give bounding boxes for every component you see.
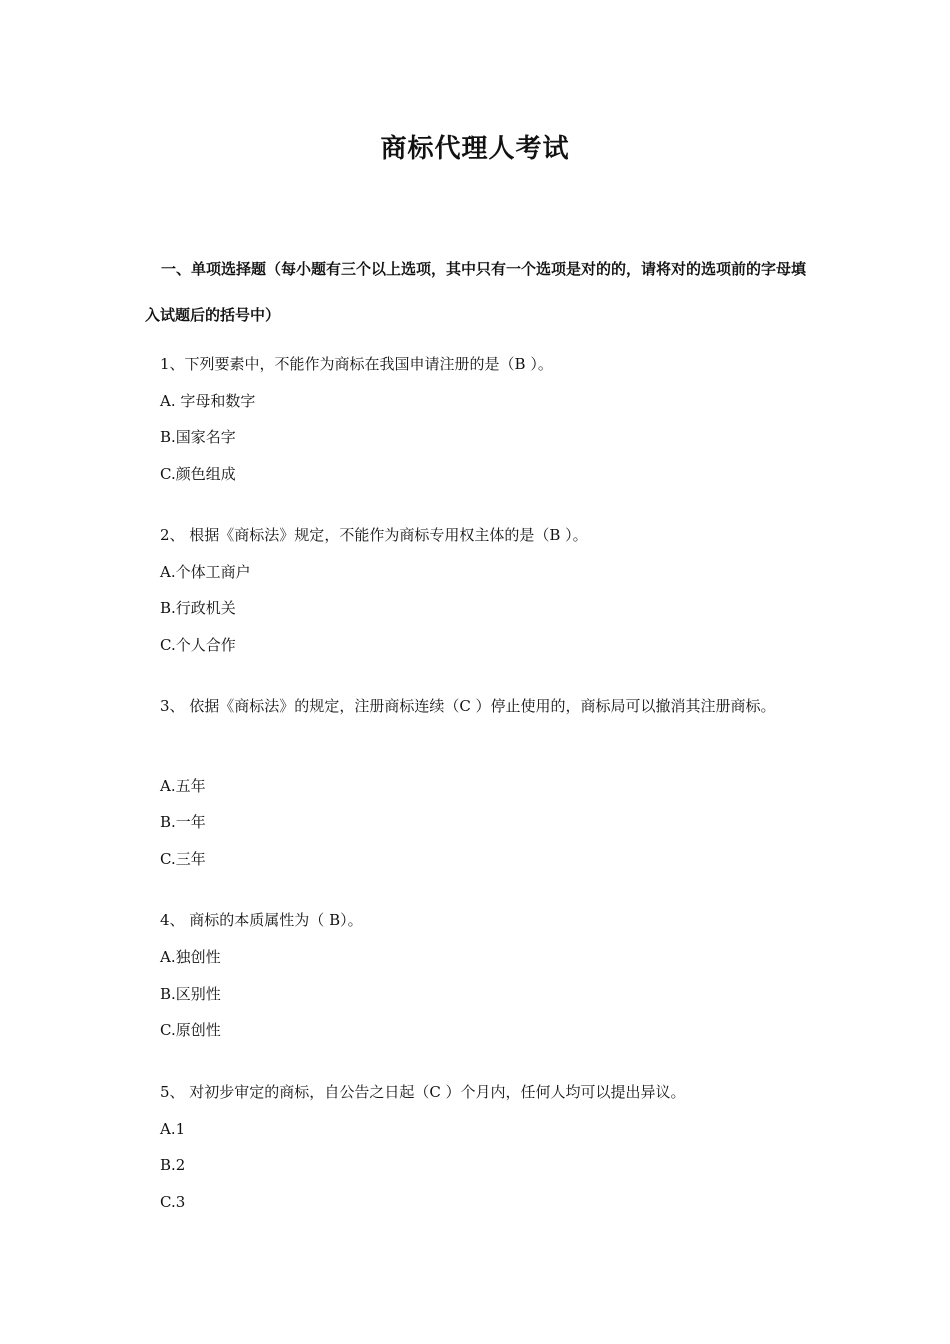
document-title: 商标代理人考试 xyxy=(380,134,570,164)
question-2-option-a: A.个体工商户 xyxy=(160,563,251,581)
question-1-text: 1、下列要素中，不能作为商标在我国申请注册的是（B ）。 xyxy=(160,355,553,373)
section-heading: 一、单项选择题（每小题有三个以上选项，其中只有一个选项是对的的，请将对的选项前的字母填入试题后的括号中） xyxy=(145,260,807,324)
question-5-option-c: C.3 xyxy=(160,1193,186,1211)
question-1-option-a: A. 字母和数字 xyxy=(160,392,256,410)
question-2-text: 2、 根据《商标法》规定，不能作为商标专用权主体的是（B ）。 xyxy=(160,526,588,544)
question-3-option-c: C.三年 xyxy=(160,850,206,868)
question-3-option-b: B.一年 xyxy=(160,813,206,831)
question-4-option-a: A.独创性 xyxy=(160,948,221,966)
question-1-option-c: C.颜色组成 xyxy=(160,465,236,483)
question-3-option-a: A.五年 xyxy=(160,777,206,795)
question-2-option-c: C.个人合作 xyxy=(160,636,236,654)
question-4-text: 4、 商标的本质属性为（ B）。 xyxy=(160,911,363,929)
question-1-option-b: B.国家名字 xyxy=(160,428,236,446)
question-5-option-b: B.2 xyxy=(160,1156,186,1174)
question-5-option-a: A.1 xyxy=(160,1120,186,1138)
question-3-text: 3、 依据《商标法》的规定，注册商标连续（C ）停止使用的，商标局可以撤消其注册商标。 xyxy=(160,697,776,715)
question-4-option-c: C.原创性 xyxy=(160,1021,221,1039)
question-5-text: 5、 对初步审定的商标，自公告之日起（C ）个月内，任何人均可以提出异议。 xyxy=(160,1083,686,1101)
question-4-option-b: B.区别性 xyxy=(160,985,221,1003)
question-2-option-b: B.行政机关 xyxy=(160,599,236,617)
